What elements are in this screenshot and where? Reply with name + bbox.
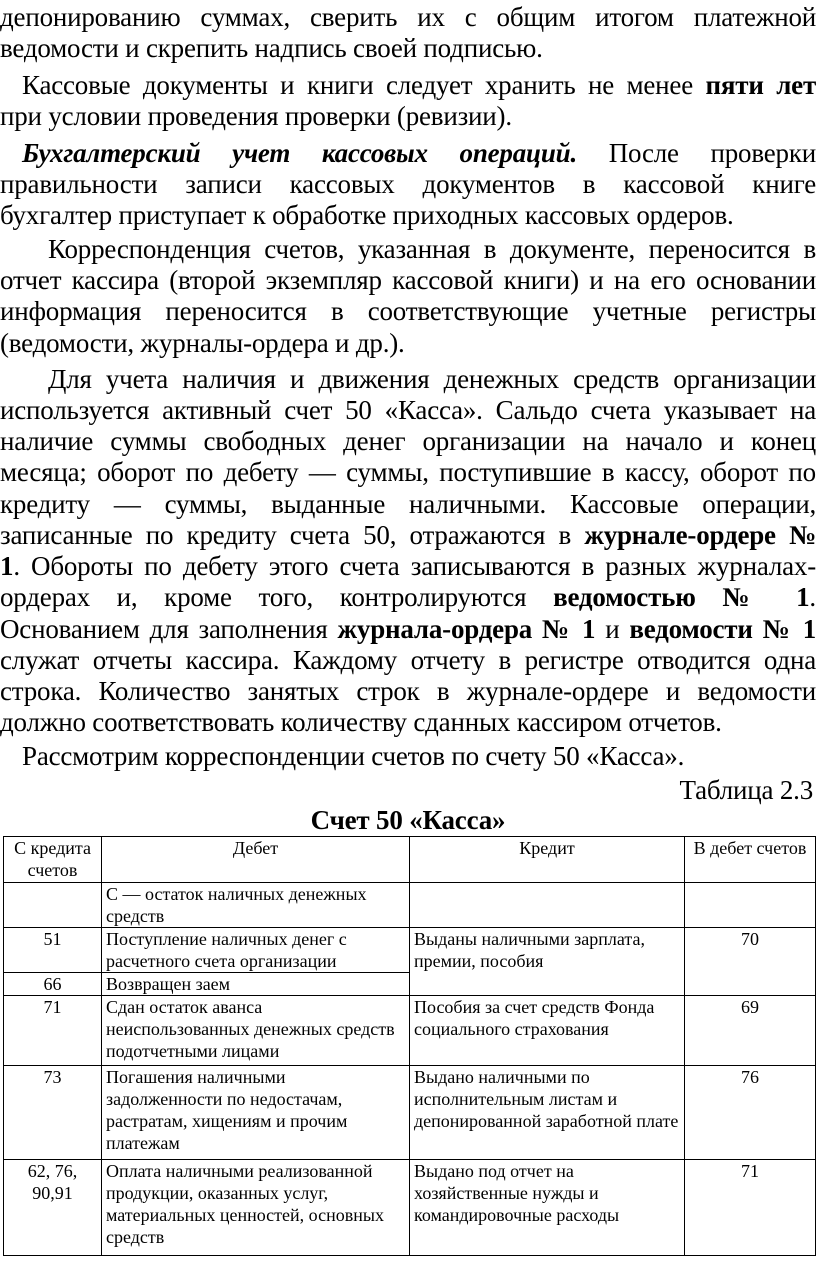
table-header-row <box>4 837 816 883</box>
text-span: Кассовые документы и книги следует хранить не менее <box>22 70 706 100</box>
header-cell: В дебет счетов <box>685 837 816 883</box>
header-cell: Кредит <box>410 837 685 883</box>
text-line: правильности записи кассовых документов в кассовой книге <box>0 169 816 199</box>
text-line: месяца; оборот по дебету — суммы, поступившие в кассу, оборот по <box>0 457 816 487</box>
bold-term: ведомости № 1 <box>629 614 816 644</box>
text-span: . Обороты по дебету этого счета записываются в разных журналах- <box>13 551 816 581</box>
credit-cell: Выданы наличными зарплата, премии, пособия <box>410 928 685 996</box>
debit-cell: Погашения наличными задолженности по недостачам, растратам, хищениям и прочим платежам <box>102 1066 410 1160</box>
text-line: используется активный счет 50 «Касса». Сальдо счета указывает на <box>0 395 816 425</box>
bold-term: пяти лет <box>705 70 816 100</box>
text-line <box>0 70 816 100</box>
from-account-cell: 51 <box>4 928 102 973</box>
table-row <box>4 883 816 928</box>
text-line: депонированию суммах, сверить их с общим итогом платежной <box>0 2 816 32</box>
to-account-cell: 70 <box>685 928 816 996</box>
text-line: при условии проведения проверки (ревизии). <box>0 101 512 131</box>
text-line: служат отчеты кассира. Каждому отчету в регистре отводится одна <box>0 645 816 675</box>
text-line: бухгалтер приступает к обработке приходных кассовых ордеров. <box>0 200 734 230</box>
account-table <box>3 836 816 1256</box>
table-row <box>4 1160 816 1256</box>
text-line: наличие суммы свободных денег организации на начало и конец <box>0 426 816 456</box>
credit-cell: Выдано под отчет на хозяйственные нужды и командировочные расходы <box>410 1160 685 1256</box>
text-span: и <box>595 614 630 644</box>
text-line: информация переносится в соответствующие учетные регистры <box>0 296 816 326</box>
text-line: должно соответствовать количеству сданных кассиром отчетов. <box>0 707 722 737</box>
text-line: Корреспонденция счетов, указанная в документе, переносится в <box>48 234 816 264</box>
table-row <box>4 996 816 1066</box>
text-span: ордерах и, кроме того, контролируются <box>0 582 554 612</box>
debit-cell: Возвращен заем <box>102 973 410 996</box>
from-account-cell: 71 <box>4 996 102 1066</box>
debit-cell: Оплата наличными реализованной продукции, оказанных услуг, материальных ценностей, основных средств <box>102 1160 410 1256</box>
text-span: записанные по кредиту счета 50, отражаются в <box>0 520 585 550</box>
bold-term: 1 <box>0 551 14 581</box>
to-account-cell <box>685 883 816 928</box>
text-span: Основанием для заполнения <box>0 614 338 644</box>
bold-term: журнала-ордера № 1 <box>337 614 596 644</box>
text-line <box>0 614 816 644</box>
text-line: кредиту — суммы, выданные наличными. Кассовые операции, <box>0 489 816 519</box>
table-title: Счет 50 «Касса» <box>310 805 506 835</box>
from-account-cell: 66 <box>4 973 102 996</box>
text-line <box>0 520 816 550</box>
text-span: После проверки <box>577 138 816 168</box>
text-span: . <box>809 582 816 612</box>
text-line: отчет кассира (второй экземпляр кассовой книги) и на его основании <box>0 265 816 295</box>
header-cell: Дебет <box>102 837 410 883</box>
text-line <box>0 551 816 581</box>
debit-cell: С — остаток наличных денежных средств <box>102 883 410 928</box>
credit-cell: Пособия за счет средств Фонда социального страхования <box>410 996 685 1066</box>
text-line <box>0 138 816 168</box>
debit-cell: Поступление наличных денег с расчетного счета организации <box>102 928 410 973</box>
text-line: Для учета наличия и движения денежных средств организации <box>48 364 816 394</box>
text-line: ведомости и скрепить надпись своей подписью. <box>0 33 543 63</box>
text-line <box>0 582 816 612</box>
bold-term: ведомостью № 1 <box>553 582 810 612</box>
to-account-cell: 71 <box>685 1160 816 1256</box>
from-account-cell: 73 <box>4 1066 102 1160</box>
bold-term: журнале-ордере № <box>584 520 816 550</box>
text-line: (ведомости, журналы-ордера и др.). <box>0 328 405 358</box>
to-account-cell: 69 <box>685 996 816 1066</box>
from-account-cell: 62, 76, 90,91 <box>4 1160 102 1256</box>
text-line: строка. Количество занятых строк в журнале-ордере и ведомости <box>0 676 816 706</box>
from-account-cell <box>4 883 102 928</box>
credit-cell <box>410 883 685 928</box>
text-line: Рассмотрим корреспонденции счетов по счету 50 «Касса». <box>22 741 685 771</box>
header-cell: С кредита счетов <box>4 837 102 883</box>
debit-cell: Сдан остаток аванса неиспользованных денежных средств подотчетными лицами <box>102 996 410 1066</box>
credit-cell: Выдано наличными по исполнительным листам и депонированной заработной плате <box>410 1066 685 1160</box>
to-account-cell: 76 <box>685 1066 816 1160</box>
section-heading: Бухгалтерский учет кассовых операций. <box>22 138 578 168</box>
table-row <box>4 1066 816 1160</box>
table-number: Таблица 2.3 <box>679 775 813 805</box>
table-row <box>4 928 816 973</box>
